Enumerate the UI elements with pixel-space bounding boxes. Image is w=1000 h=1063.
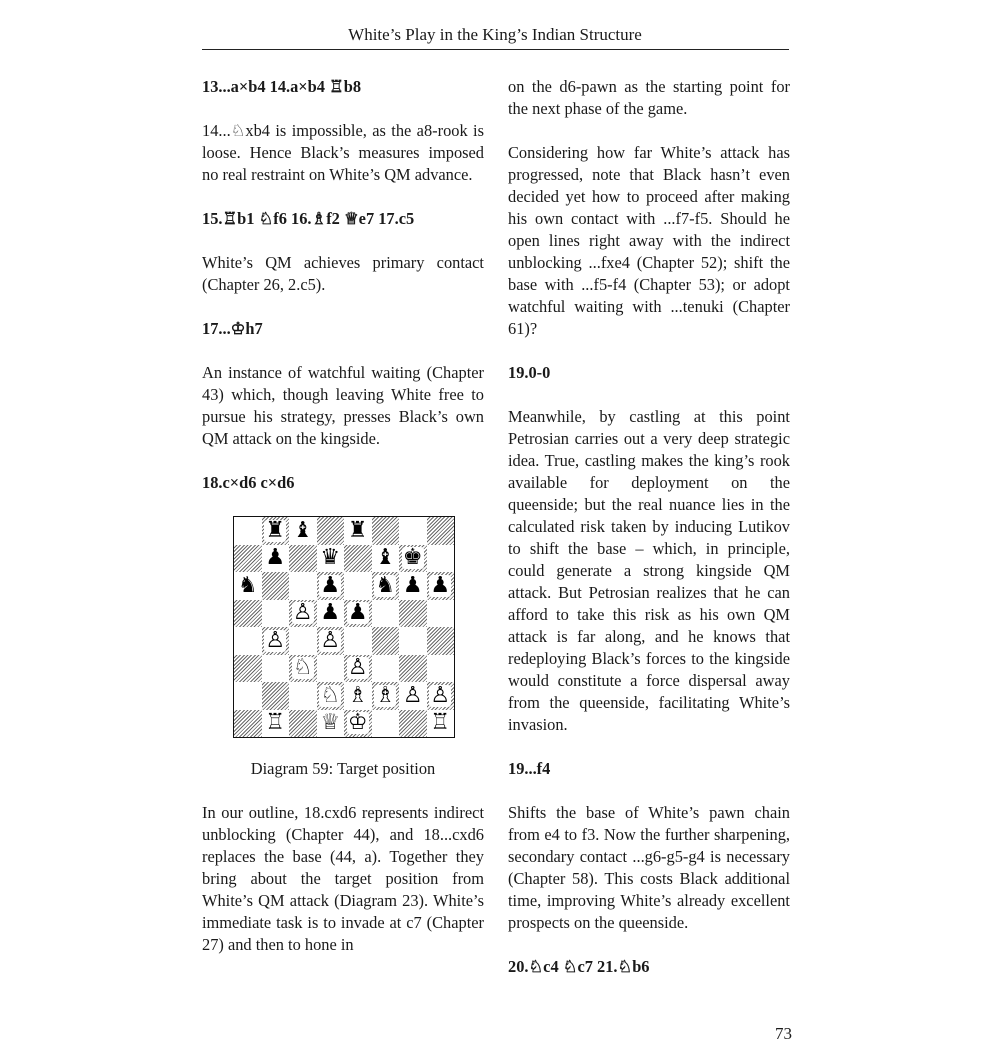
- board-square-e1: [344, 710, 372, 738]
- board-square-c4: [289, 627, 317, 655]
- header-rule: [202, 49, 789, 50]
- board-square-a7: [234, 545, 262, 573]
- chess-board: [233, 516, 455, 738]
- running-head: White’s Play in the King’s Indian Structure: [348, 25, 642, 44]
- chess-piece: ♘: [320, 682, 341, 708]
- board-square-b1: [262, 710, 290, 738]
- chess-piece: ♖: [430, 710, 451, 736]
- board-square-b6: [262, 572, 290, 600]
- chess-piece: ♗: [347, 682, 368, 708]
- board-square-g7: [399, 545, 427, 573]
- board-square-d6: [317, 572, 345, 600]
- move-line: 19.0-0: [508, 363, 551, 382]
- chess-piece: ♟: [265, 545, 286, 571]
- chess-piece: ♙: [320, 627, 341, 653]
- board-square-b7: [262, 545, 290, 573]
- board-square-h1: [427, 710, 455, 738]
- paragraph: Shifts the base of White’s pawn chain from e4 to f3. Now the further sharpening, secondary contact ...g6-g5-g4 is necessary (Chapter 58). This costs Black additional time, improving White’s already excellent prospects on the queenside.: [508, 803, 790, 932]
- chess-piece: ♞: [375, 572, 396, 598]
- right-column: [508, 76, 790, 978]
- chess-piece: ♜: [347, 517, 368, 543]
- chess-piece: ♟: [430, 572, 451, 598]
- board-square-d5: [317, 600, 345, 628]
- chess-piece: ♗: [375, 682, 396, 708]
- board-square-e5: [344, 600, 372, 628]
- board-square-e4: [344, 627, 372, 655]
- board-square-c3: [289, 655, 317, 683]
- paragraph: An instance of watchful waiting (Chapter 43) which, though leaving White free to pursue his strategy, presses Black’s own QM attack on the kingside.: [202, 363, 484, 448]
- move-line: 13...a×b4 14.a×b4 ♖b8: [202, 77, 362, 96]
- board-square-g5: [399, 600, 427, 628]
- board-square-a3: [234, 655, 262, 683]
- chess-piece: ♙: [265, 627, 286, 653]
- paragraph: 14...♘xb4 is impossible, as the a8-rook is loose. Hence Black’s measures imposed no real restraint on White’s QM advance.: [202, 121, 484, 184]
- chess-piece: ♜: [265, 517, 286, 543]
- board-square-h4: [427, 627, 455, 655]
- board-square-b3: [262, 655, 290, 683]
- board-square-f7: [372, 545, 400, 573]
- board-square-a6: [234, 572, 262, 600]
- board-square-e3: [344, 655, 372, 683]
- board-square-g1: [399, 710, 427, 738]
- board-square-g4: [399, 627, 427, 655]
- board-square-d2: [317, 682, 345, 710]
- board-square-h6: [427, 572, 455, 600]
- chess-piece: ♞: [237, 572, 258, 598]
- paragraph: Meanwhile, by castling at this point Petrosian carries out a very deep strategic idea. True, castling makes the king’s rook available for deployment on the queenside; but the real nuance lies in the calculated risk taken by inducing Lutikov to shift the base – which, in principle, could generate a strong kingside QM attack. But Petrosian realizes that he can afford to take this risk as his own QM attack is far along, and he knows that redeploying Black’s forces to the kingside would constitute a force dispersal away from the queenside, facilitating White’s invasion.: [508, 407, 790, 734]
- paragraph: White’s QM achieves primary contact (Chapter 26, 2.c5).: [202, 253, 484, 294]
- chess-piece: ♝: [375, 545, 396, 571]
- board-square-f3: [372, 655, 400, 683]
- chess-piece: ♟: [320, 600, 341, 626]
- board-square-c6: [289, 572, 317, 600]
- board-square-g6: [399, 572, 427, 600]
- move-line: 15.♖b1 ♘f6 16.♗f2 ♕e7 17.c5: [202, 209, 415, 228]
- board-square-a4: [234, 627, 262, 655]
- board-square-d4: [317, 627, 345, 655]
- board-square-g3: [399, 655, 427, 683]
- board-square-f8: [372, 517, 400, 545]
- chess-piece: ♟: [320, 572, 341, 598]
- chess-piece: ♙: [292, 600, 313, 626]
- board-square-a5: [234, 600, 262, 628]
- chess-piece: ♔: [347, 710, 368, 736]
- board-square-h5: [427, 600, 455, 628]
- move-line: 19...f4: [508, 759, 551, 778]
- board-square-b2: [262, 682, 290, 710]
- board-square-d1: [317, 710, 345, 738]
- chess-piece: ♟: [402, 572, 423, 598]
- page-number: 73: [775, 1024, 792, 1043]
- board-square-e8: [344, 517, 372, 545]
- board-square-d7: [317, 545, 345, 573]
- board-square-a2: [234, 682, 262, 710]
- board-square-f2: [372, 682, 400, 710]
- board-square-f6: [372, 572, 400, 600]
- board-square-g8: [399, 517, 427, 545]
- chess-piece: ♟: [347, 600, 368, 626]
- board-square-g2: [399, 682, 427, 710]
- move-line: 17...♔h7: [202, 319, 263, 338]
- chess-piece: ♝: [292, 517, 313, 543]
- board-square-c5: [289, 600, 317, 628]
- board-square-h8: [427, 517, 455, 545]
- chess-piece: ♙: [430, 682, 451, 708]
- board-square-e7: [344, 545, 372, 573]
- board-square-a1: [234, 710, 262, 738]
- board-square-e6: [344, 572, 372, 600]
- chess-piece: ♕: [320, 710, 341, 736]
- chess-piece: ♙: [402, 682, 423, 708]
- chess-piece: ♛: [320, 545, 341, 571]
- chess-piece: ♚: [402, 545, 423, 571]
- left-column: [202, 76, 484, 956]
- board-square-h7: [427, 545, 455, 573]
- board-square-d8: [317, 517, 345, 545]
- board-square-f5: [372, 600, 400, 628]
- chess-piece: ♖: [265, 710, 286, 736]
- board-square-c1: [289, 710, 317, 738]
- board-square-d3: [317, 655, 345, 683]
- board-square-f1: [372, 710, 400, 738]
- board-square-b4: [262, 627, 290, 655]
- diagram-caption: Diagram 59: Target position: [250, 759, 436, 778]
- board-square-b5: [262, 600, 290, 628]
- paragraph: on the d6-pawn as the starting point for the next phase of the game.: [508, 77, 790, 118]
- paragraph: Considering how far White’s attack has progressed, note that Black hasn’t even decided yet how to proceed after making his own contact with ...f7-f5. Should he open lines right away with the indirect unblocking ...fxe4 (Chapter 52); shift the base with ...f5-f4 (Chapter 53); or adopt watchful waiting with ...tenuki (Chapter 61)?: [508, 143, 790, 338]
- move-line: 18.c×d6 c×d6: [202, 473, 295, 492]
- board-square-e2: [344, 682, 372, 710]
- board-square-f4: [372, 627, 400, 655]
- board-square-h3: [427, 655, 455, 683]
- paragraph: In our outline, 18.cxd6 represents indirect unblocking (Chapter 44), and 18...cxd6 replaces the base (44, a). Together they bring about the target position from White’s QM attack (Diagram 23). White’s immediate task is to invade at c7 (Chapter 27) and then to hone in: [202, 803, 484, 954]
- board-square-c2: [289, 682, 317, 710]
- move-line: 20.♘c4 ♘c7 21.♘b6: [508, 957, 650, 976]
- chess-piece: ♙: [347, 655, 368, 681]
- board-square-c8: [289, 517, 317, 545]
- board-square-a8: [234, 517, 262, 545]
- board-square-b8: [262, 517, 290, 545]
- board-square-c7: [289, 545, 317, 573]
- chess-diagram: [233, 516, 453, 738]
- board-square-h2: [427, 682, 455, 710]
- chess-piece: ♘: [292, 655, 313, 681]
